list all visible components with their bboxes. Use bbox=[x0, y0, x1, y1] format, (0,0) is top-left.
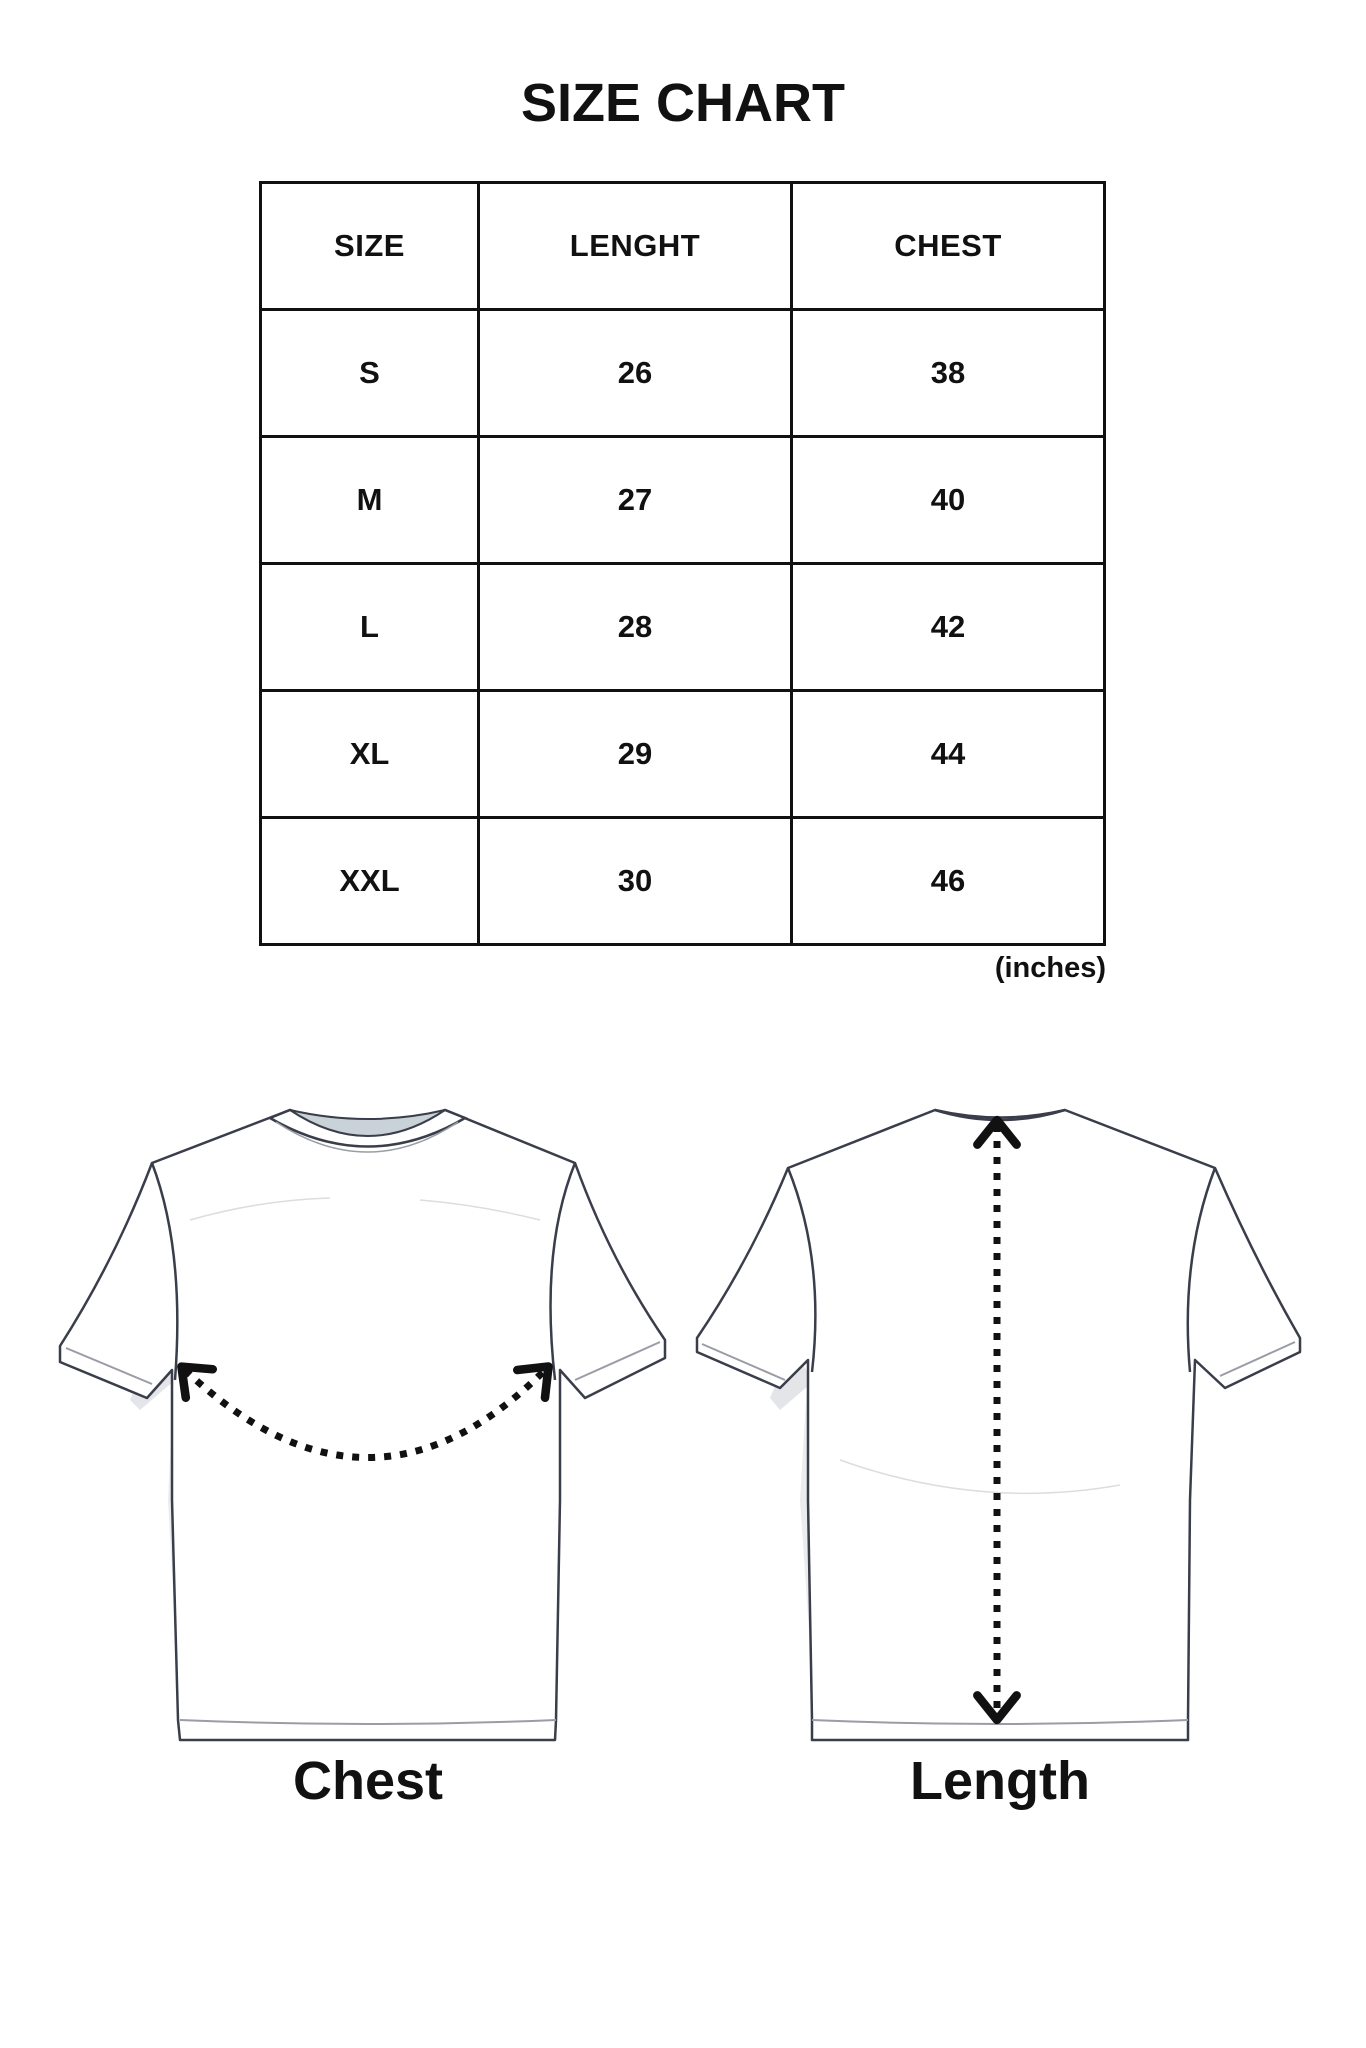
cell-size: XXL bbox=[261, 818, 479, 945]
cell-chest: 44 bbox=[792, 691, 1105, 818]
cell-length: 30 bbox=[479, 818, 792, 945]
header-length: LENGHT bbox=[479, 183, 792, 310]
cell-chest: 38 bbox=[792, 310, 1105, 437]
cell-length: 26 bbox=[479, 310, 792, 437]
cell-chest: 46 bbox=[792, 818, 1105, 945]
shirt-diagrams bbox=[0, 1080, 1366, 1840]
cell-chest: 40 bbox=[792, 437, 1105, 564]
cell-size: XL bbox=[261, 691, 479, 818]
table-header-row bbox=[261, 183, 1105, 310]
header-chest: CHEST bbox=[792, 183, 1105, 310]
table-row bbox=[261, 437, 1105, 564]
cell-size: L bbox=[261, 564, 479, 691]
tshirt-front-icon bbox=[60, 1110, 665, 1740]
header-size: SIZE bbox=[261, 183, 479, 310]
cell-chest: 42 bbox=[792, 564, 1105, 691]
cell-length: 29 bbox=[479, 691, 792, 818]
table-row bbox=[261, 310, 1105, 437]
page-title: SIZE CHART bbox=[521, 73, 845, 133]
chest-label: Chest bbox=[292, 1751, 444, 1811]
cell-size: M bbox=[261, 437, 479, 564]
cell-size: S bbox=[261, 310, 479, 437]
unit-note: (inches) bbox=[994, 952, 1106, 984]
table-row bbox=[261, 691, 1105, 818]
table-row bbox=[261, 818, 1105, 945]
tshirt-back-icon bbox=[697, 1110, 1300, 1740]
length-label: Length bbox=[910, 1751, 1090, 1811]
table-row bbox=[261, 564, 1105, 691]
size-table bbox=[259, 181, 1106, 946]
cell-length: 28 bbox=[479, 564, 792, 691]
cell-length: 27 bbox=[479, 437, 792, 564]
